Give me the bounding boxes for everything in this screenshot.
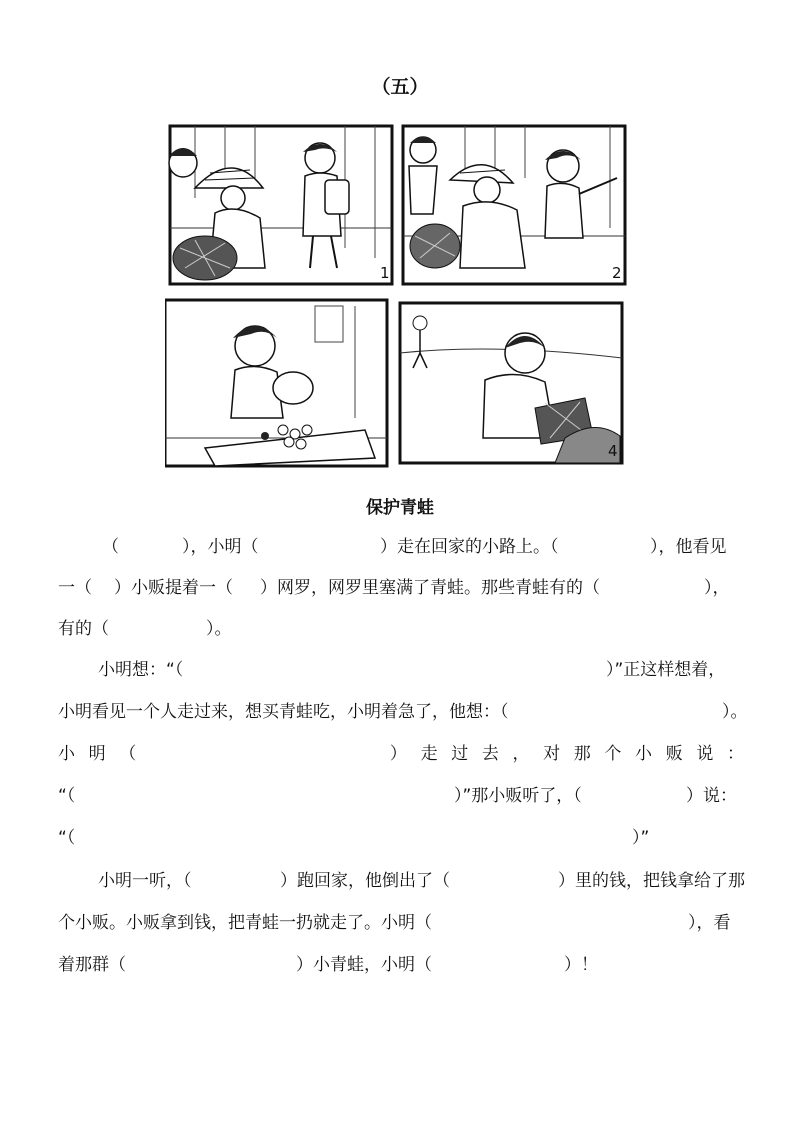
text-segment: ， bbox=[512, 744, 530, 764]
text-segment: 小 bbox=[635, 744, 653, 764]
paragraph-1-line-1 bbox=[58, 527, 744, 567]
text-segment: 小明一听，（ bbox=[98, 871, 192, 891]
paragraph-1-line-2 bbox=[58, 568, 744, 608]
paragraph-2-line-2 bbox=[58, 692, 748, 732]
paragraph-3-line-1 bbox=[58, 861, 744, 901]
text-segment: 对 bbox=[543, 744, 561, 764]
text-segment: ）”正这样想着， bbox=[606, 660, 726, 680]
text-segment: “（ bbox=[58, 786, 76, 806]
paragraph-3-line-3 bbox=[58, 945, 744, 985]
text-segment: ），他看见 bbox=[650, 537, 727, 557]
text-segment: ），小明（ bbox=[182, 537, 259, 557]
text-segment: ）里的钱，把钱拿给了那 bbox=[558, 871, 745, 891]
text-segment: ）跑回家，他倒出了（ bbox=[280, 871, 450, 891]
text-segment: 着那群（ bbox=[58, 955, 126, 975]
paragraph-2-line-3 bbox=[58, 734, 744, 774]
paragraph-2-line-4 bbox=[58, 776, 744, 816]
comic-panel-2 bbox=[403, 126, 625, 284]
paragraph-2-line-5 bbox=[58, 818, 744, 858]
comic-strip bbox=[165, 118, 640, 478]
text-segment: ）。 bbox=[722, 702, 748, 722]
text-segment: ）！ bbox=[564, 955, 598, 975]
text-segment: ）。 bbox=[206, 619, 232, 639]
comic-panel-3 bbox=[165, 300, 387, 466]
text-segment: ）说： bbox=[686, 786, 737, 806]
text-segment: 有的（ bbox=[58, 619, 109, 639]
text-segment: 说 bbox=[696, 744, 714, 764]
text-segment: 明 bbox=[88, 744, 106, 764]
section-heading: （五） bbox=[371, 76, 429, 98]
text-segment: ： bbox=[726, 744, 744, 764]
story-title: 保护青蛙 bbox=[366, 498, 434, 518]
text-segment: ），看 bbox=[688, 913, 731, 933]
paragraph-2-line-1 bbox=[58, 650, 744, 690]
text-segment: 去 bbox=[481, 744, 499, 764]
text-segment: ） bbox=[389, 744, 407, 764]
text-segment: 贩 bbox=[665, 744, 683, 764]
text-segment: ）网罗，网罗里塞满了青蛙。那些青蛙有的（ bbox=[260, 578, 600, 598]
text-segment: ）， bbox=[704, 578, 730, 598]
panel-number-1: 1 bbox=[380, 264, 390, 282]
paragraph-1-line-3 bbox=[58, 609, 744, 649]
text-segment: 个小贩。小贩拿到钱，把青蛙一扔就走了。小明（ bbox=[58, 913, 432, 933]
text-segment: ）” bbox=[632, 828, 650, 848]
text-segment: ）小青蛙，小明（ bbox=[296, 955, 432, 975]
paragraph-3-line-2 bbox=[58, 903, 744, 943]
text-segment: 走 bbox=[420, 744, 438, 764]
text-segment: “（ bbox=[58, 828, 76, 848]
text-segment: 一（ bbox=[58, 578, 92, 598]
text-segment: （ bbox=[102, 537, 119, 557]
comic-panel-1 bbox=[169, 126, 392, 284]
text-segment: 小明看见一个人走过来，想买青蛙吃，小明着急了，他想：（ bbox=[58, 702, 509, 722]
text-segment: 小明想：“（ bbox=[98, 660, 184, 680]
text-segment: （ bbox=[119, 744, 137, 764]
text-segment: 那 bbox=[573, 744, 591, 764]
text-segment: ）”那小贩听了，（ bbox=[454, 786, 582, 806]
text-segment: 过 bbox=[451, 744, 469, 764]
panel-number-4: 4 bbox=[608, 442, 618, 460]
comic-panel-4 bbox=[400, 303, 622, 463]
text-segment: ）小贩提着一（ bbox=[114, 578, 233, 598]
text-segment: 个 bbox=[604, 744, 622, 764]
text-segment: ）走在回家的小路上。（ bbox=[380, 537, 559, 557]
text-segment: 小 bbox=[58, 744, 75, 764]
panel-number-2: 2 bbox=[612, 264, 622, 282]
